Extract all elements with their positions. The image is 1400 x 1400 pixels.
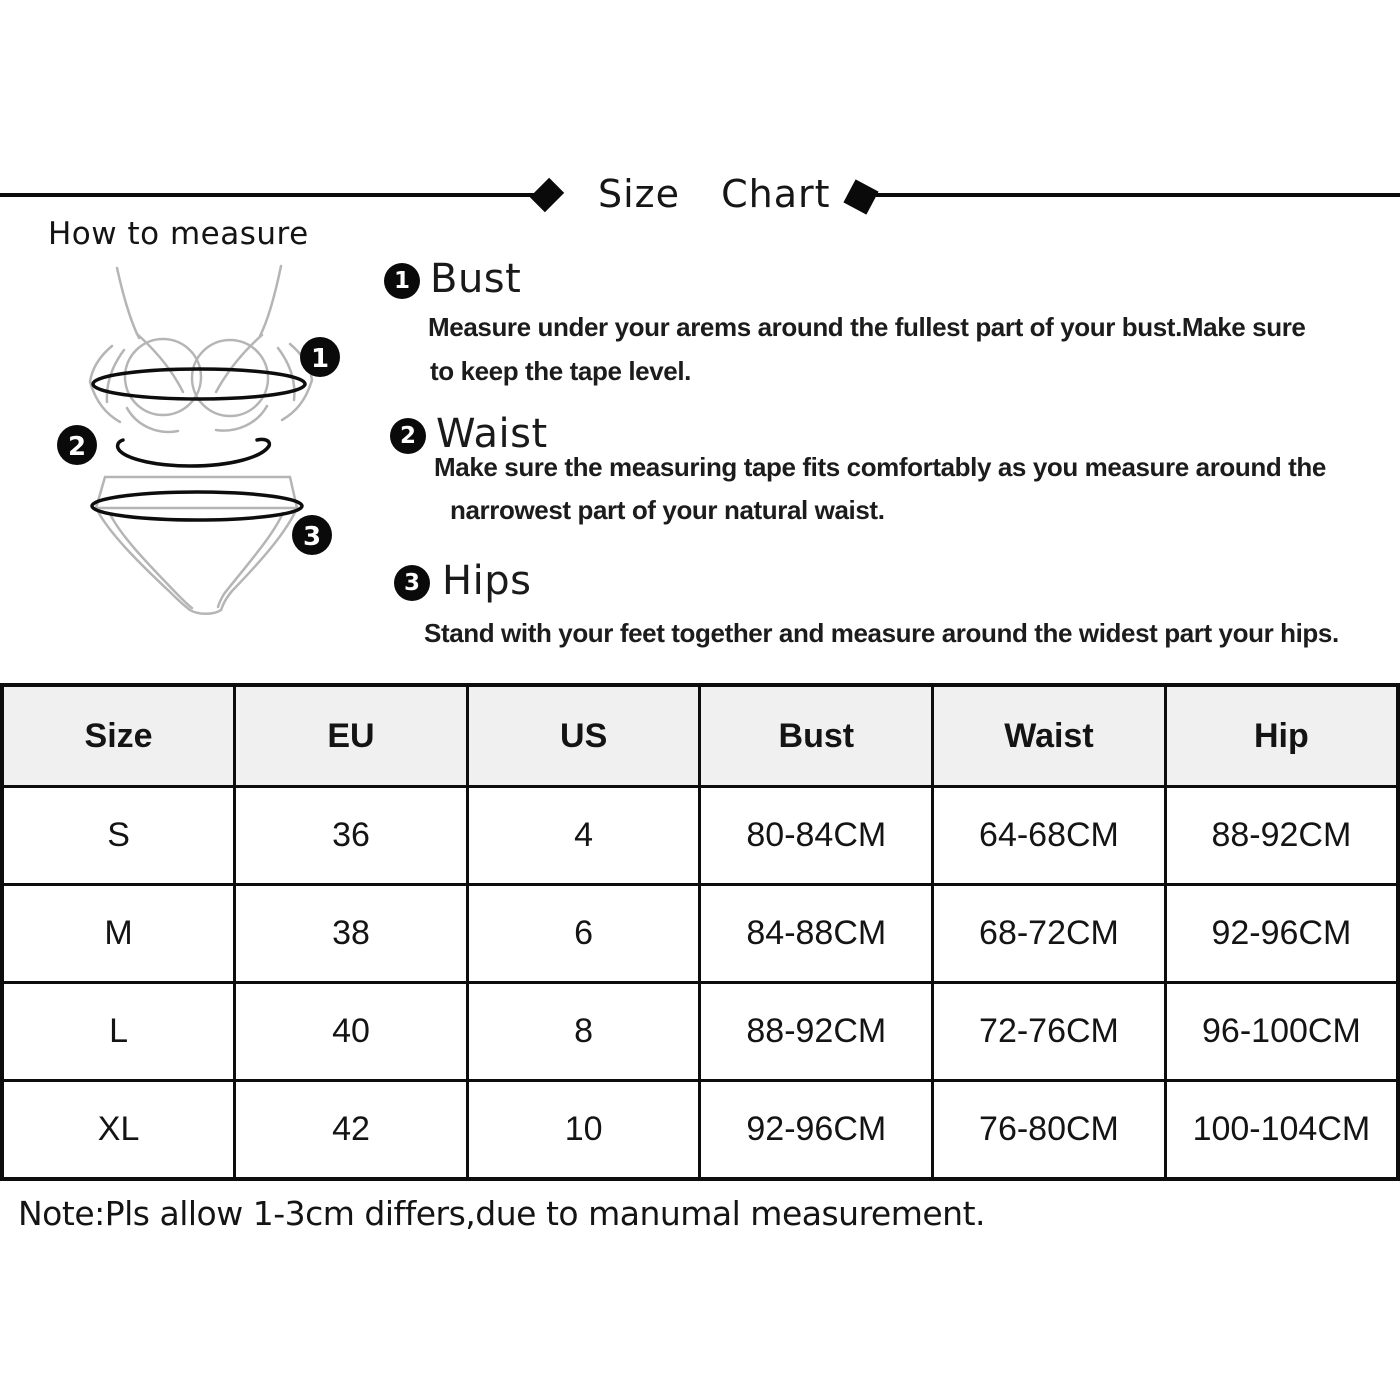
table-cell: 92-96CM: [1165, 885, 1398, 983]
table-cell: 10: [467, 1081, 700, 1180]
table-cell: 76-80CM: [933, 1081, 1166, 1180]
table-cell: 38: [235, 885, 468, 983]
table-cell: 6: [467, 885, 700, 983]
table-cell: 42: [235, 1081, 468, 1180]
size-table-header-row: [2, 685, 1398, 787]
table-row: [2, 1081, 1398, 1180]
title-rule-right: [876, 193, 1400, 197]
page-title: Size Chart: [598, 172, 831, 216]
table-cell: 84-88CM: [700, 885, 933, 983]
table-cell: 36: [235, 787, 468, 885]
waist-instruction-line-1: Make sure the measuring tape fits comfortably as you measure around the: [434, 452, 1326, 482]
table-cell: 88-92CM: [1165, 787, 1398, 885]
table-cell: 80-84CM: [700, 787, 933, 885]
table-row: [2, 787, 1398, 885]
size-table-head: [2, 685, 1398, 787]
table-cell: 96-100CM: [1165, 983, 1398, 1081]
table-cell: 72-76CM: [933, 983, 1166, 1081]
table-row: [2, 983, 1398, 1081]
bust-instruction-line-1: Measure under your arems around the fullest part of your bust.Make sure: [428, 312, 1306, 342]
size-table: [0, 683, 1400, 1181]
table-cell: XL: [2, 1081, 235, 1180]
section-badge-bust: 1: [384, 263, 420, 299]
table-cell: L: [2, 983, 235, 1081]
waist-tape-line: [118, 439, 270, 466]
figure-marker-waist: [57, 425, 97, 465]
size-table-body: [2, 787, 1398, 1180]
section-badge-hips: 3: [394, 565, 430, 601]
diamond-icon-left: [530, 178, 564, 212]
size-table-header-waist: Waist: [933, 685, 1166, 787]
table-cell: 92-96CM: [700, 1081, 933, 1180]
svg-text:2: 2: [67, 432, 87, 462]
section-badge-waist: 2: [390, 418, 426, 454]
size-table-header-bust: Bust: [700, 685, 933, 787]
diamond-icon-right: [843, 179, 878, 214]
bust-instruction-line-2: to keep the tape level.: [430, 356, 692, 386]
table-cell: 64-68CM: [933, 787, 1166, 885]
measurement-figure: [20, 250, 360, 630]
title-rule-left: [0, 193, 534, 197]
note-text: Note:Pls allow 1-3cm differs,due to manumal measurement.: [18, 1194, 986, 1233]
how-to-measure-heading: How to measure: [48, 216, 309, 252]
table-cell: 8: [467, 983, 700, 1081]
size-table-header-size: Size: [2, 685, 235, 787]
figure-marker-bust: [300, 337, 340, 377]
waist-instruction-line-2: narrowest part of your natural waist.: [450, 495, 885, 525]
svg-text:3: 3: [302, 522, 322, 552]
hips-instruction-line-1: Stand with your feet together and measure around the widest part your hips.: [424, 618, 1339, 648]
table-cell: 4: [467, 787, 700, 885]
size-table-header-eu: EU: [235, 685, 468, 787]
table-cell: 100-104CM: [1165, 1081, 1398, 1180]
table-row: [2, 885, 1398, 983]
table-cell: 88-92CM: [700, 983, 933, 1081]
section-label-waist: Waist: [436, 411, 548, 457]
table-cell: 68-72CM: [933, 885, 1166, 983]
svg-text:1: 1: [310, 344, 330, 374]
size-table-header-hip: Hip: [1165, 685, 1398, 787]
section-label-hips: Hips: [442, 558, 532, 604]
figure-marker-hips: [292, 515, 332, 555]
size-table-header-us: US: [467, 685, 700, 787]
table-cell: S: [2, 787, 235, 885]
table-cell: M: [2, 885, 235, 983]
section-label-bust: Bust: [430, 256, 522, 302]
table-cell: 40: [235, 983, 468, 1081]
